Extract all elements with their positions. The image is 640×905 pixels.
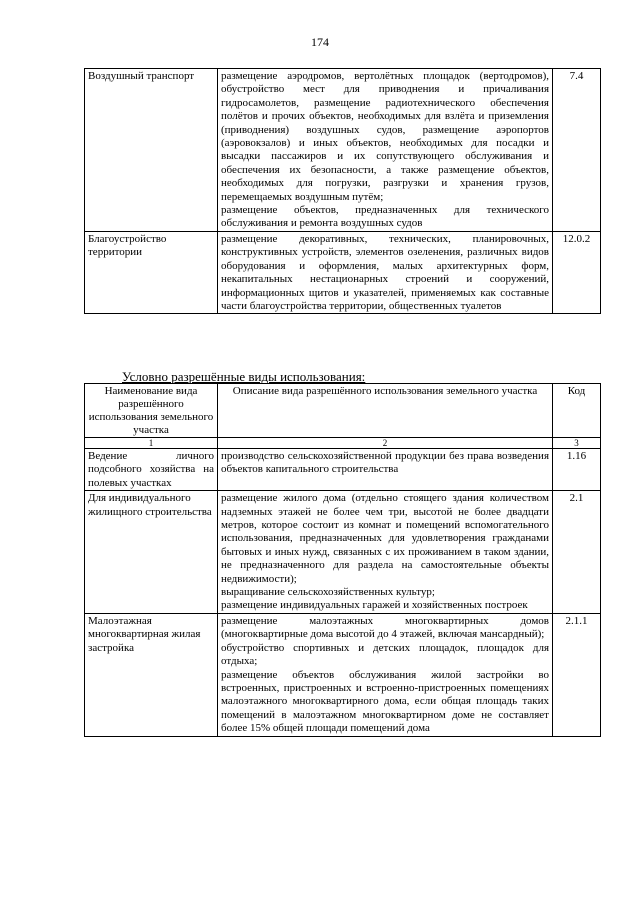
description-paragraph: размещение индивидуальных гаражей и хозяйственных построек xyxy=(221,599,528,612)
use-name-cell: Для индивидуального жилищного строительства xyxy=(85,491,218,614)
table-row xyxy=(85,231,601,313)
conditional-uses-table xyxy=(84,383,601,737)
use-description-cell xyxy=(218,613,553,736)
permitted-uses-table-continued xyxy=(84,68,601,314)
use-code-cell: 1.16 xyxy=(553,449,601,491)
use-code-cell: 2.1 xyxy=(553,491,601,614)
use-description-cell xyxy=(218,491,553,614)
use-code-cell: 7.4 xyxy=(553,69,601,232)
column-number: 2 xyxy=(218,438,553,449)
description-paragraph: размещение объектов, предназначенных для технического обслуживания и ремонта воздушных судов xyxy=(221,204,549,230)
use-description-cell xyxy=(218,231,553,313)
use-description-cell xyxy=(218,69,553,232)
description-paragraph: обустройство спортивных и детских площадок, площадок для отдыха; xyxy=(221,641,549,668)
description-paragraph: размещение малоэтажных многоквартирных домов (многоквартирные дома высотой до 4 этажей, включая мансардный); xyxy=(221,614,549,641)
use-name-cell: Благоустройство территории xyxy=(85,231,218,313)
section-title: Условно разрешённые виды использования: xyxy=(122,369,366,384)
column-numbers-row xyxy=(85,438,601,449)
use-name-cell: Малоэтажная многоквартирная жилая застройка xyxy=(85,613,218,736)
description-paragraph: размещение жилого дома (отдельно стоящего здания количеством надземных этажей не более чем три, высотой не более двадцати метров, которое состоит из комнат и помещений вспомогательного использования, предназначенных для удовлетворения гражданами бытовых и иных нужд, связанных с их проживанием в таком здании, не предназначенного для раздела на самостоятельные объекты недвижимости); xyxy=(221,492,549,585)
description-paragraph: размещение декоративных, технических, планировочных, конструктивных устройств, элементов озеленения, различных видов оборудования и оформления, малых архитектурных форм, некапитальных нестационарных строений и сооружений, информационных щитов и указателей, применяемых как составные части благоустройства территории, общественных туалетов xyxy=(221,232,549,312)
use-name-cell: Ведение личного подсобного хозяйства на полевых участках xyxy=(85,449,218,491)
description-paragraph: размещение объектов обслуживания жилой застройки во встроенных, пристроенных и встроенно-пристроенных помещениях малоэтажного многоквартирного дома, если общая площадь таких помещений в малоэтажном многоквартирном доме не составляет более 15% общей площади помещений дома xyxy=(221,668,549,735)
use-code-cell: 12.0.2 xyxy=(553,231,601,313)
description-paragraph: выращивание сельскохозяйственных культур; xyxy=(221,586,435,599)
table-header-row xyxy=(85,384,601,438)
header-code: Код xyxy=(553,384,601,438)
column-number: 1 xyxy=(85,438,218,449)
page-number: 174 xyxy=(311,35,329,49)
header-description: Описание вида разрешённого использования земельного участка xyxy=(218,384,553,438)
column-number: 3 xyxy=(553,438,601,449)
table-row xyxy=(85,69,601,232)
use-name-cell: Воздушный транспорт xyxy=(85,69,218,232)
description-paragraph: размещение аэродромов, вертолётных площадок (вертодромов), обустройство мест для приводнения и причаливания гидросамолетов, размещение радиотехнического обеспечения полётов и прочих объектов, необходимых для взлёта и приземления (приводнения) воздушных судов, размещение аэропортов (аэровокзалов) и иных объектов, необходимых для посадки и высадки пассажиров и их сопутствующего обслуживания и обеспечения их безопасности, а также размещение объектов, необходимых для погрузки, разгрузки и хранения грузов, перемещаемых воздушным путём; xyxy=(221,70,549,203)
use-code-cell: 2.1.1 xyxy=(553,613,601,736)
table-row xyxy=(85,449,601,491)
table-row xyxy=(85,491,601,614)
table-row xyxy=(85,613,601,736)
description-paragraph: производство сельскохозяйственной продукции без права возведения объектов капитального строительства xyxy=(221,450,549,476)
header-name: Наименование вида разрешённого использования земельного участка xyxy=(85,384,218,438)
use-description-cell xyxy=(218,449,553,491)
